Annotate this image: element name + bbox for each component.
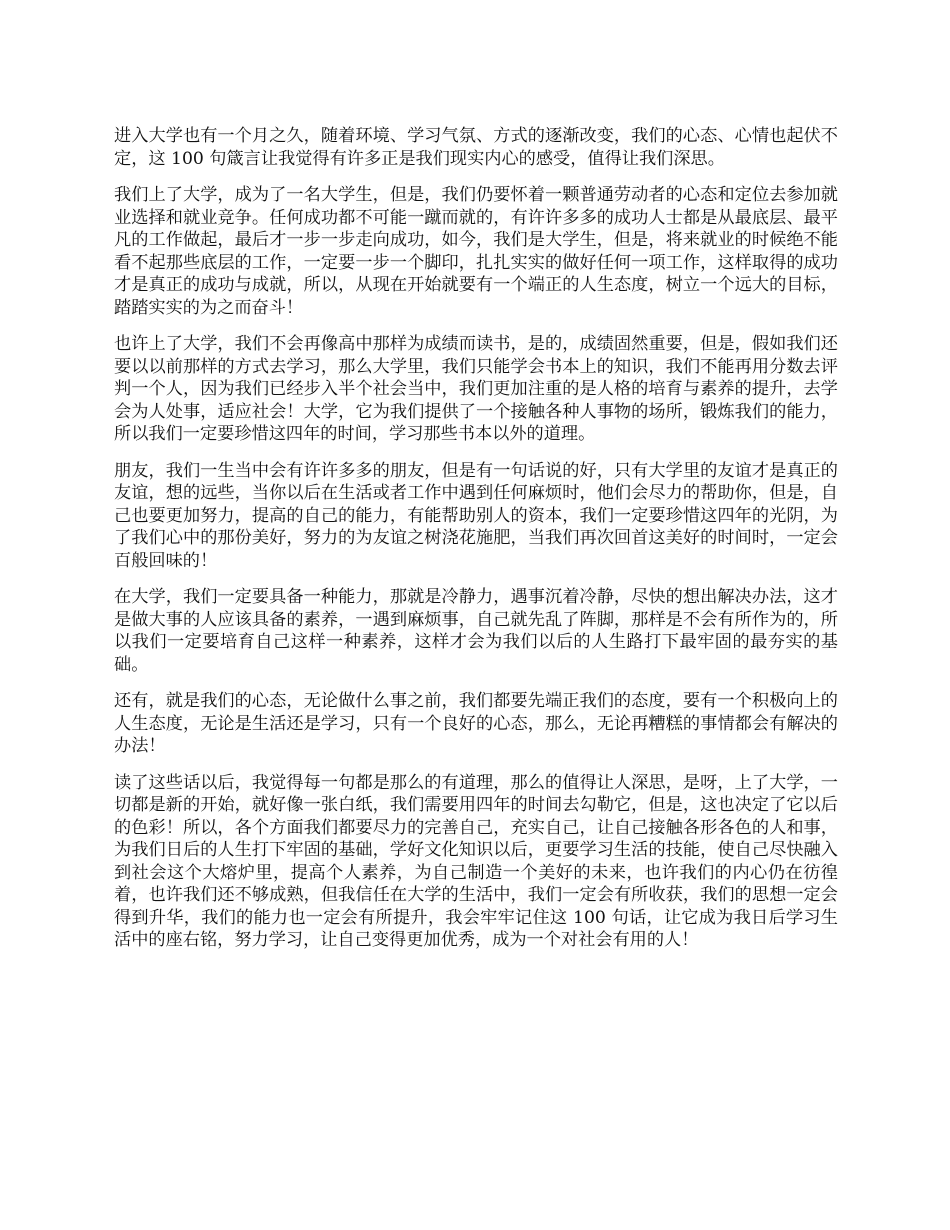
paragraph-2: 我们上了大学，成为了一名大学生，但是，我们仍要怀着一颗普通劳动者的心态和定位去参加就业选择和就业竞争。任何成功都不可能一蹴而就的，有许许多多的成功人士都是从最底层、最平凡的工作做起，最后才一步一步走向成功，如今，我们是大学生，但是，将来就业的时候绝不能看不起那些底层的工作，一定要一步一个脚印，扎扎实实的做好任何一项工作，这样取得的成功才是真正的成功与成就，所以，从现在开始就要有一个端正的人生态度，树立一个远大的目标，踏踏实实的为之而奋斗！ bbox=[114, 185, 838, 318]
paragraph-5: 在大学，我们一定要具备一种能力，那就是冷静力，遇事沉着冷静，尽快的想出解决办法，这才是做大事的人应该具备的素养，一遇到麻烦事，自己就先乱了阵脚，那样是不会有所作为的，所以我们一定要培育自己这样一种素养，这样才会为我们以后的人生路打下最牢固的最夯实的基础。 bbox=[114, 587, 838, 675]
document-body bbox=[114, 125, 838, 966]
paragraph-6: 还有，就是我们的心态，无论做什么事之前，我们都要先端正我们的态度，要有一个积极向上的人生态度，无论是生活还是学习，只有一个良好的心态，那么，无论再糟糕的事情都会有解决的办法！ bbox=[114, 691, 838, 756]
paragraph-4: 朋友，我们一生当中会有许许多多的朋友，但是有一句话说的好，只有大学里的友谊才是真正的友谊，想的远些，当你以后在生活或者工作中遇到任何麻烦时，他们会尽力的帮助你，但是，自己也要更加努力，提高的自己的能力，有能帮助别人的资本，我们一定要珍惜这四年的光阴，为了我们心中的那份美好，努力的为友谊之树浇花施肥，当我们再次回首这美好的时间时，一定会百般回味的！ bbox=[114, 460, 838, 571]
paragraph-1: 进入大学也有一个月之久，随着环境、学习气氛、方式的逐渐改变，我们的心态、心情也起伏不定，这 100 句箴言让我觉得有许多正是我们现实内心的感受，值得让我们深思。 bbox=[114, 126, 838, 169]
paragraph-3: 也许上了大学，我们不会再像高中那样为成绩而读书，是的，成绩固然重要，但是，假如我们还要以以前那样的方式去学习，那么大学里，我们只能学会书本上的知识，我们不能再用分数去评判一个人，因为我们已经步入半个社会当中，我们更加注重的是人格的培育与素养的提升，去学会为人处事，适应社会！大学，它为我们提供了一个接触各种人事物的场所，锻炼我们的能力，所以我们一定要珍惜这四年的时间，学习那些书本以外的道理。 bbox=[114, 334, 838, 444]
paragraph-7: 读了这些话以后，我觉得每一句都是那么的有道理，那么的值得让人深思，是呀，上了大学，一切都是新的开始，就好像一张白纸，我们需要用四年的时间去勾勒它，但是，这也决定了它以后的色彩！所以，各个方面我们都要尽力的完善自己，充实自己，让自己接触各形各色的人和事，为我们日后的人生打下牢固的基础，学好文化知识以后，更要学习生活的技能，使自己尽快融入到社会这个大熔炉里，提高个人素养，为自己制造一个美好的未来，也许我们的内心仍在彷徨着，也许我们还不够成熟，但我信任在大学的生活中，我们一定会有所收获，我们的思想一定会得到升华，我们的能力也一定会有所提升，我会牢牢记住这 100 句话，让它成为我日后学习生活中的座右铭，努力学习，让自己变得更加优秀，成为一个对社会有用的人！ bbox=[114, 772, 838, 950]
